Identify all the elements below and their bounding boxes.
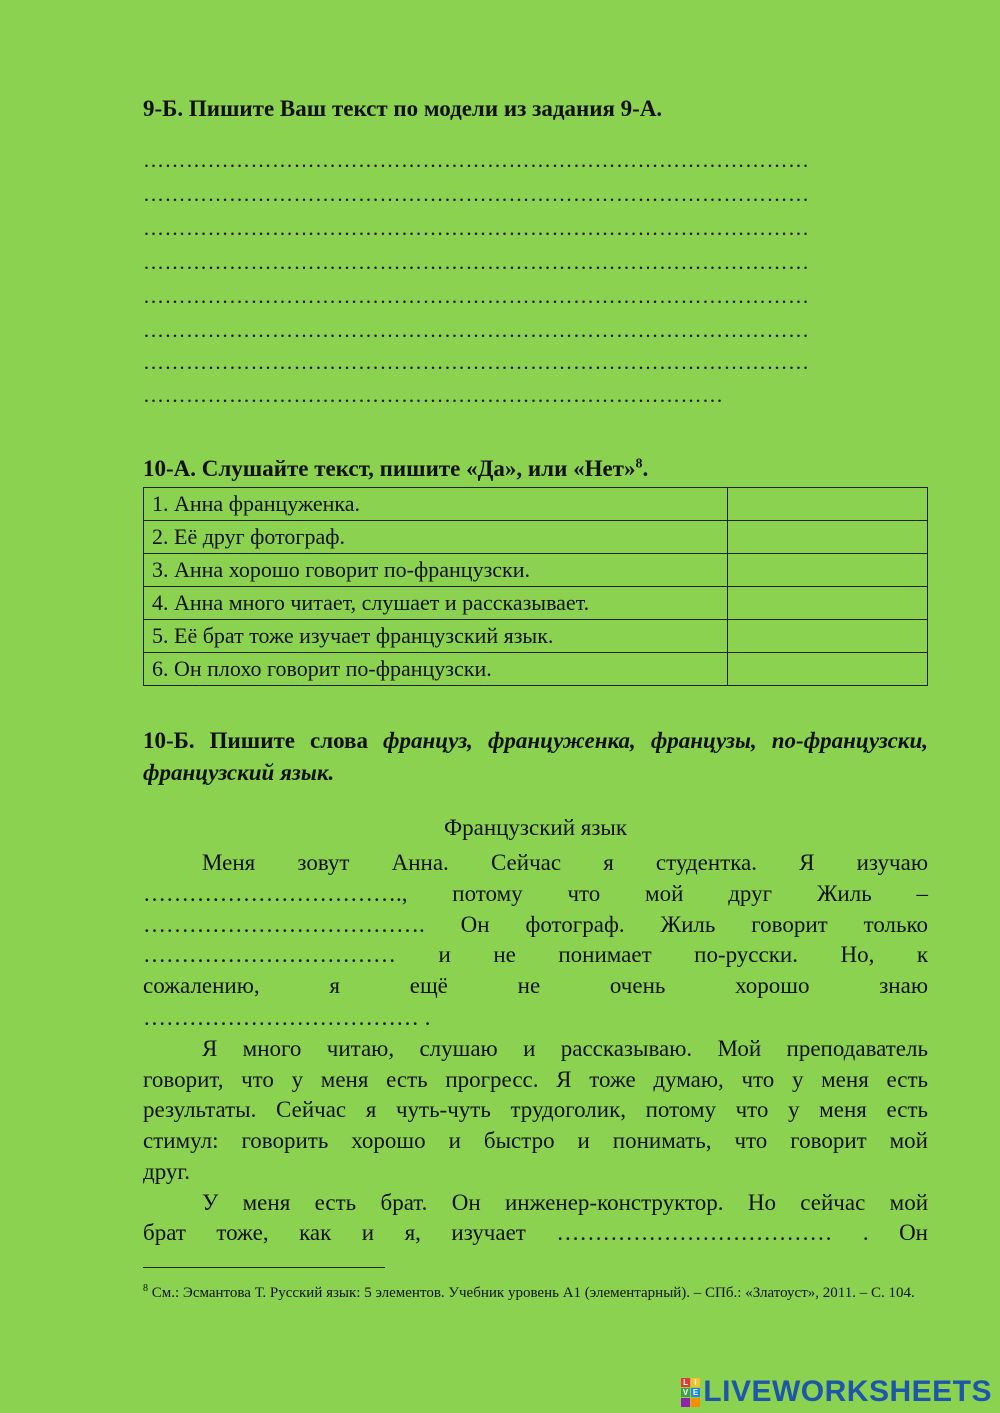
statement-cell: 3. Анна хорошо говорит по-французски. (144, 554, 728, 587)
task-10b-word-list: француз, француженка, французы, по-французски, французский язык. (143, 728, 928, 785)
text-line: Меня зовут Анна. Сейчас я студентка. Я изучаю (202, 850, 928, 875)
liveworksheets-logo[interactable] (681, 1375, 992, 1409)
text-line: Я много читаю, слушаю и рассказываю. Мой преподаватель (202, 1036, 928, 1061)
answer-line[interactable]: ………………………………………………………………………………… (143, 318, 810, 342)
task-10a-heading (143, 456, 648, 482)
answer-line[interactable]: ………………………………………………………………………………… (143, 250, 810, 274)
answer-line[interactable]: ……………………………………………………………………… (143, 383, 724, 407)
statement-cell: 6. Он плохо говорит по-французски. (144, 653, 728, 686)
footnote-number: 8 (143, 1283, 148, 1294)
logo-tile: I (691, 1378, 700, 1387)
answer-line[interactable]: ………………………………………………………………………………… (143, 148, 810, 172)
text-line: …………………………… и не понимает по-русски. Но, к (143, 942, 928, 967)
footnote-divider (143, 1267, 385, 1268)
answer-line[interactable]: ………………………………………………………………………………… (143, 350, 810, 374)
table-row (144, 653, 928, 686)
text-line: ……………………………., потому что мой друг Жиль – (143, 881, 928, 906)
table-row (144, 554, 928, 587)
logo-tile: L (683, 1377, 689, 1387)
answer-cell[interactable] (728, 587, 928, 620)
footnote (143, 1279, 928, 1303)
statement-cell: 5. Её брат тоже изучает французский язык. (144, 620, 728, 653)
answer-line[interactable]: ………………………………………………………………………………… (143, 182, 810, 206)
answer-cell[interactable] (728, 488, 928, 521)
text-line: ………………………………. Он фотограф. Жиль говорит только (143, 912, 928, 937)
table-row (144, 620, 928, 653)
text-line: ……………………………… . (143, 1005, 431, 1030)
answer-cell[interactable] (728, 653, 928, 686)
logo-text: LIVEWORKSHEETS (703, 1375, 992, 1408)
text-line: результаты. Сейчас я чуть-чуть трудоголик, потому что у меня есть (143, 1097, 928, 1122)
logo-tile (691, 1398, 700, 1407)
table-row (144, 521, 928, 554)
task-10b-heading-text: 10-Б. Пишите слова (143, 728, 383, 753)
logo-tile (681, 1398, 690, 1407)
answer-cell[interactable] (728, 554, 928, 587)
table-row (144, 488, 928, 521)
text-line: брат тоже, как и я, изучает ……………………………… . Он (143, 1220, 928, 1245)
footnote-ref: 8 (635, 456, 643, 472)
answer-cell[interactable] (728, 620, 928, 653)
statement-cell: 4. Анна много читает, слушает и рассказывает. (144, 587, 728, 620)
logo-tile: V (682, 1387, 689, 1397)
text-line: друг. (143, 1159, 190, 1184)
text-line: У меня есть брат. Он инженер-конструктор. Но сейчас мой (202, 1190, 928, 1215)
answer-line[interactable]: ………………………………………………………………………………… (143, 284, 810, 308)
heading-period: . (642, 456, 649, 481)
text-line: сожалению, я ещё не очень хорошо знаю (143, 973, 928, 998)
text-title: Французский язык (443, 815, 628, 840)
statement-cell: 2. Её друг фотограф. (144, 521, 728, 554)
task-10a-heading-text: 10-А. Слушайте текст, пишите «Да», или «Нет» (143, 456, 636, 481)
answer-cell[interactable] (728, 521, 928, 554)
liveworksheets-logo-icon (681, 1378, 700, 1407)
true-false-table (143, 487, 928, 686)
logo-tile: E (692, 1387, 699, 1397)
footnote-text: См.: Эсмантова Т. Русский язык: 5 элементов. Учебник уровень А1 (элементарный). – СПб.: «Златоуст», 2011. – С. 104. (148, 1285, 915, 1301)
table-row (144, 587, 928, 620)
text-line: стимул: говорить хорошо и быстро и понимать, что говорит мой (143, 1128, 928, 1153)
task-10b-heading (143, 725, 928, 789)
answer-line[interactable]: ………………………………………………………………………………… (143, 216, 810, 240)
statement-cell: 1. Анна француженка. (144, 488, 728, 521)
text-line: говорит, что у меня есть прогресс. Я тоже думаю, что у меня есть (143, 1067, 928, 1092)
task-9b-heading: 9-Б. Пишите Ваш текст по модели из задания 9-А. (143, 96, 663, 121)
